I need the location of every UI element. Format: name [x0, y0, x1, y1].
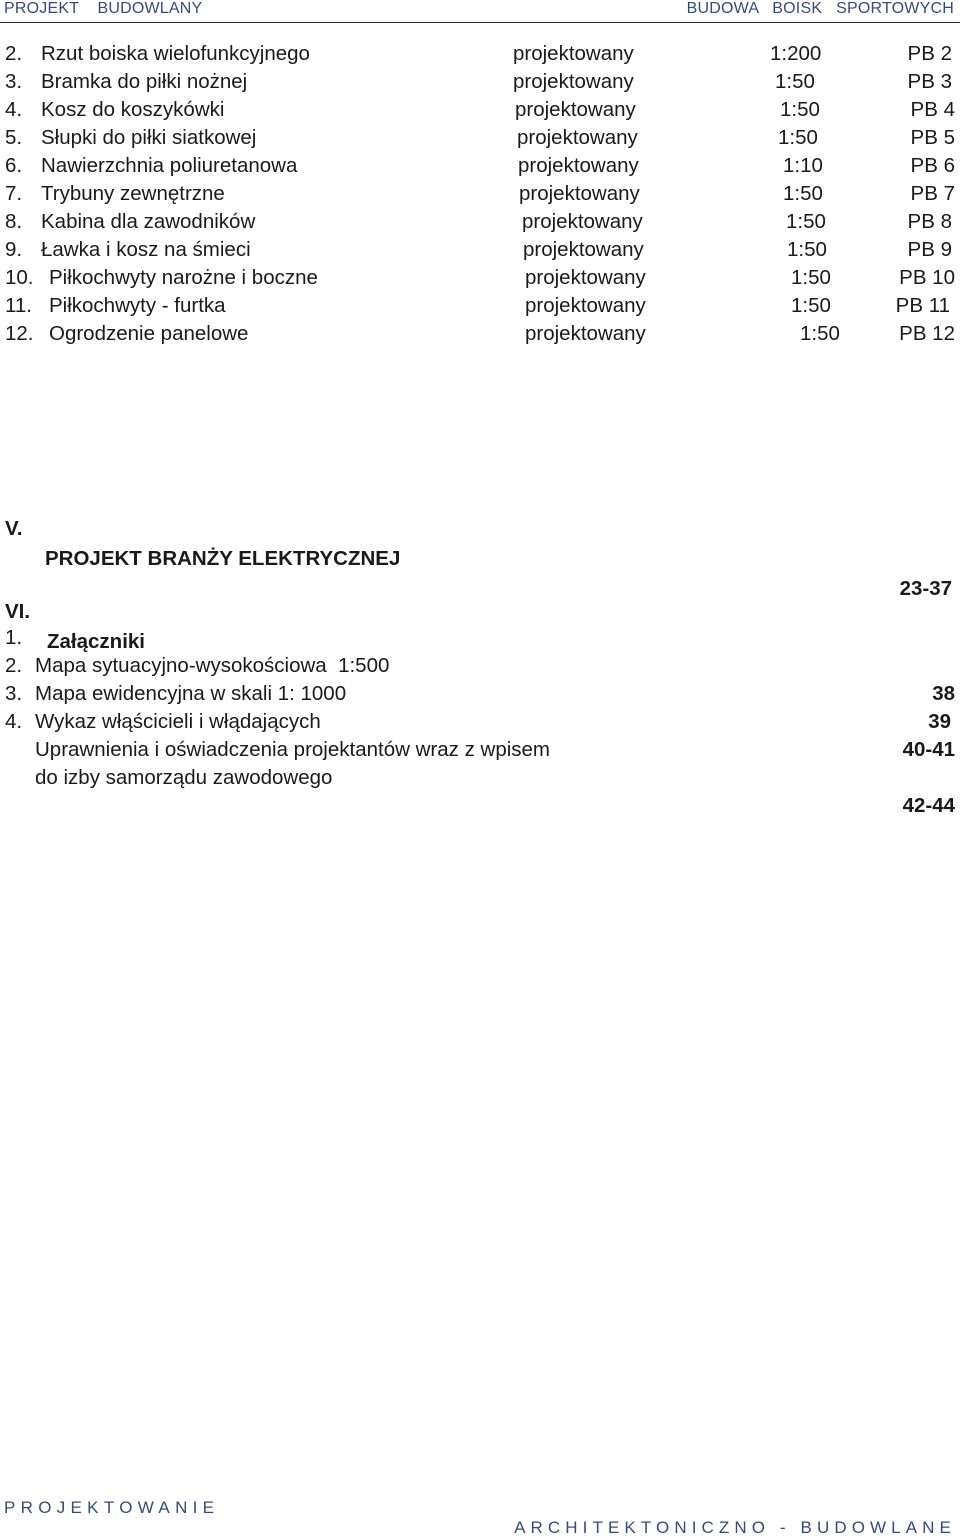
- item-description: Ławka i kosz na śmieci: [41, 238, 251, 261]
- item-number: 3.: [5, 682, 23, 705]
- item-number: 9.: [5, 238, 23, 261]
- item-sheet: PB 4: [910, 98, 955, 121]
- item-sheet: PB 2: [907, 42, 952, 65]
- item-scale: 1:50: [791, 266, 831, 289]
- list-item: [0, 68, 960, 96]
- item-status: projektowany: [519, 182, 640, 205]
- item-sheet: PB 9: [907, 238, 952, 261]
- item-status: projektowany: [525, 294, 646, 317]
- item-number: 8.: [5, 210, 23, 233]
- item-sheet: PB 11: [895, 294, 950, 317]
- list-item: [0, 264, 960, 292]
- section-heading-v: [0, 484, 960, 600]
- page-footer: [0, 1478, 960, 1537]
- section-title: PROJEKT BRANŻY ELEKTRYCZNEJ: [45, 547, 401, 570]
- list-item: [0, 180, 960, 208]
- item-pages: 39: [928, 710, 951, 733]
- list-item: [0, 208, 960, 236]
- item-sheet: PB 5: [910, 126, 955, 149]
- list-item: [0, 124, 960, 152]
- list-item: [0, 152, 960, 180]
- item-description: do izby samorządu zawodowego: [35, 766, 333, 789]
- item-number: 6.: [5, 154, 23, 177]
- item-description: Uprawnienia i oświadczenia projektantów wraz z wpisem: [35, 738, 551, 761]
- section-number: V.: [5, 517, 23, 540]
- item-description: Kabina dla zawodników: [41, 210, 256, 233]
- item-number: 12.: [5, 322, 34, 345]
- list-item: [0, 320, 960, 348]
- item-scale: 1:50: [778, 126, 818, 149]
- item-description: Nawierzchnia poliuretanowa: [41, 154, 298, 177]
- item-status: projektowany: [513, 42, 634, 65]
- item-number: 7.: [5, 182, 23, 205]
- list-item: [0, 96, 960, 124]
- item-description: Mapa sytuacyjno-wysokościowa 1:500: [35, 654, 390, 677]
- item-number: 4.: [5, 98, 23, 121]
- item-pages: 40-41: [902, 738, 955, 761]
- item-scale: 1:10: [783, 154, 823, 177]
- item-description: Bramka do piłki nożnej: [41, 70, 248, 93]
- item-description: Kosz do koszykówki: [41, 98, 225, 121]
- item-pages: 38: [932, 682, 955, 705]
- section-title: Załączniki: [47, 630, 145, 653]
- item-status: projektowany: [523, 238, 644, 261]
- item-status: projektowany: [513, 70, 634, 93]
- item-number: 11.: [5, 294, 32, 317]
- page-header: [0, 0, 960, 23]
- item-scale: 1:50: [791, 294, 831, 317]
- footer-right-text: ARCHITEKTONICZNO - BUDOWLANE: [514, 1518, 956, 1537]
- item-status: projektowany: [525, 266, 646, 289]
- item-sheet: PB 10: [899, 266, 955, 289]
- item-number: 2.: [5, 42, 23, 65]
- item-description: Trybuny zewnętrzne: [41, 182, 225, 205]
- item-status: projektowany: [518, 154, 639, 177]
- item-sheet: PB 6: [910, 154, 955, 177]
- item-description: Ogrodzenie panelowe: [49, 322, 249, 345]
- item-scale: 1:50: [787, 238, 827, 261]
- header-right-text: BUDOWA BOISK SPORTOWYCH: [686, 0, 954, 17]
- section-number: VI.: [5, 600, 31, 623]
- section-heading-vi: [0, 567, 960, 653]
- item-number: 3.: [5, 70, 23, 93]
- item-description: Mapa ewidencyjna w skali 1: 1000: [35, 682, 347, 705]
- item-scale: 1:50: [786, 210, 826, 233]
- item-scale: 1:50: [780, 98, 820, 121]
- item-number: 2.: [5, 654, 23, 677]
- item-number: 10.: [5, 266, 34, 289]
- item-description: Piłkochwyty narożne i boczne: [49, 266, 318, 289]
- footer-left-text: PROJEKTOWANIE: [4, 1498, 220, 1517]
- list-item: [0, 40, 960, 68]
- item-description: Rzut boiska wielofunkcyjnego: [41, 42, 310, 65]
- list-item: [0, 236, 960, 264]
- item-status: projektowany: [525, 322, 646, 345]
- item-status: projektowany: [517, 126, 638, 149]
- item-sheet: PB 8: [907, 210, 952, 233]
- item-description: Słupki do piłki siatkowej: [41, 126, 257, 149]
- item-scale: 1:50: [775, 70, 815, 93]
- item-status: projektowany: [522, 210, 643, 233]
- item-scale: 1:50: [783, 182, 823, 205]
- item-number: 1.: [5, 626, 23, 649]
- section-pages: 23-37: [899, 577, 952, 600]
- item-number: 5.: [5, 126, 23, 149]
- item-sheet: PB 3: [907, 70, 952, 93]
- item-number: 4.: [5, 710, 23, 733]
- item-description: Piłkochwyty - furtka: [49, 294, 226, 317]
- item-scale: 1:200: [770, 42, 822, 65]
- item-pages: 42-44: [902, 794, 955, 817]
- item-sheet: PB 12: [899, 322, 955, 345]
- item-description: Wykaz włąścicieli i włądających: [35, 710, 321, 733]
- list-item: [0, 292, 960, 320]
- header-left-text: PROJEKT BUDOWLANY: [4, 0, 203, 17]
- item-sheet: PB 7: [910, 182, 955, 205]
- item-status: projektowany: [515, 98, 636, 121]
- item-scale: 1:50: [800, 322, 840, 345]
